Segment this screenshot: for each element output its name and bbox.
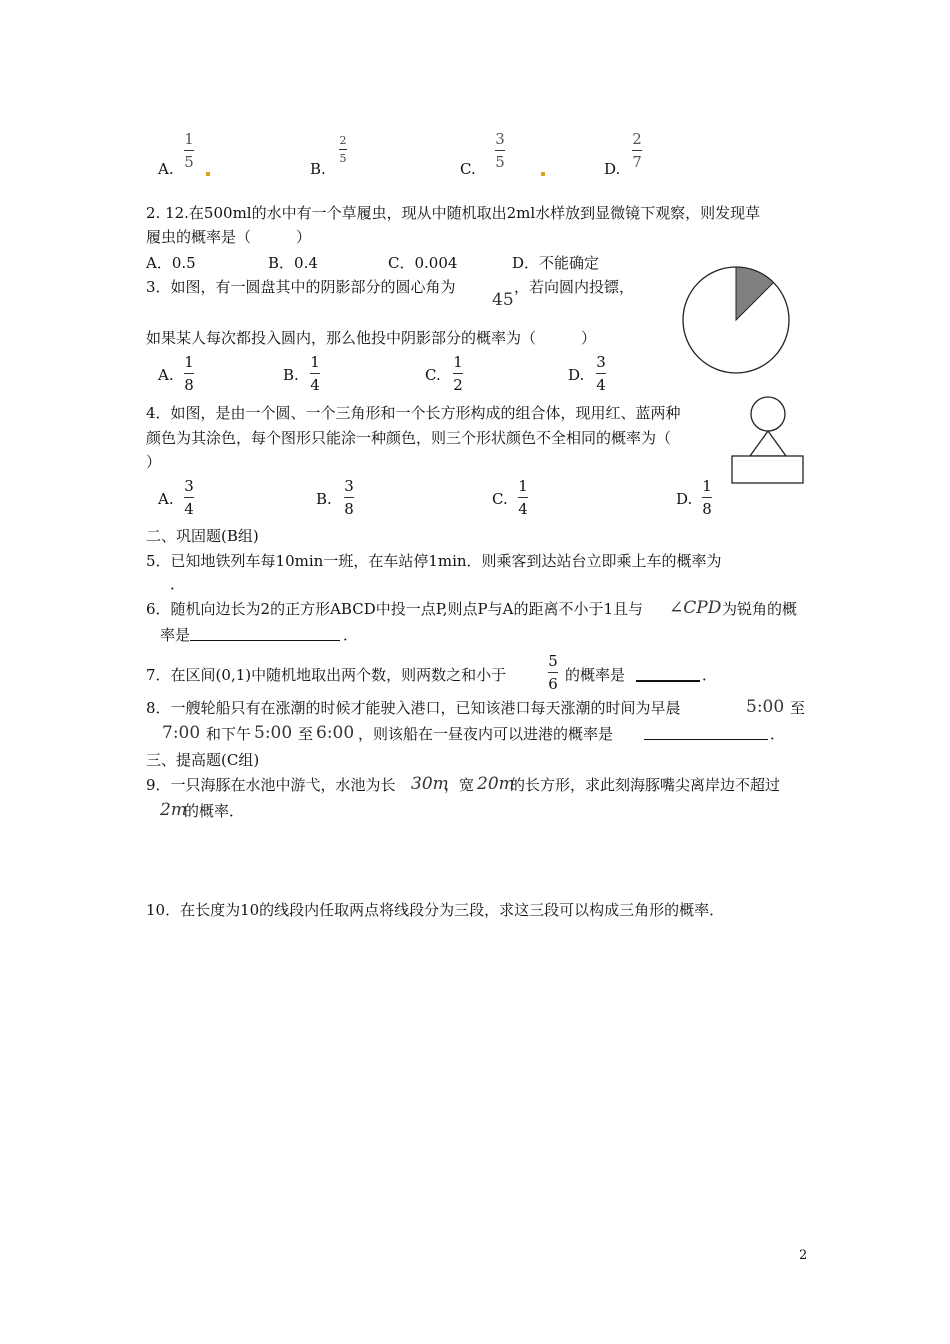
q6-line1-b: 为锐角的概 xyxy=(722,600,798,618)
q8-line2-c: ，则该船在一昼夜内可以进港的概率是 xyxy=(358,725,614,743)
q8-line1-b: 至 xyxy=(790,699,806,717)
q7-answer-blank xyxy=(636,680,700,682)
q8-time-4: 6:00 xyxy=(316,723,355,743)
q9-line1-a: 9．一只海豚在水池中游弋，水池为长 xyxy=(146,776,396,794)
q10-text: 10．在长度为10的线段内任取两点将线段分为三段，求这三段可以构成三角形的概率． xyxy=(146,901,725,919)
q3-option-d-label: D. xyxy=(568,366,585,384)
q8-time-1: 5:00 xyxy=(746,697,785,717)
q2-option-a: A．0.5 xyxy=(146,254,196,272)
q6-line2-b: ． xyxy=(343,626,359,644)
q1-option-a-fraction: 1 5 xyxy=(184,130,194,171)
q8-line2-d: ． xyxy=(770,725,786,743)
q9-line1-b: ，宽 xyxy=(444,776,475,794)
q3-option-b-fraction: 1 4 xyxy=(310,353,320,394)
orange-dot-mark xyxy=(541,172,545,176)
q8-time-2: 7:00 xyxy=(162,723,201,743)
q1-option-b-fraction: 2 5 xyxy=(339,134,347,165)
q7-text-a: 7．在区间(0,1)中随机地取出两个数，则两数之和小于 xyxy=(146,666,507,684)
q7-text-b: 的概率是 xyxy=(565,666,626,684)
q6-line1-a: 6．随机向边长为2的正方形ABCD中投一点P,则点P与A的距离不小于1且与 xyxy=(146,600,644,618)
q3-option-c-label: C. xyxy=(425,366,441,384)
q4-line3: ） xyxy=(146,453,162,471)
q4-option-b-fraction: 3 8 xyxy=(344,477,354,518)
section-c-heading: 三、提高题(C组) xyxy=(146,751,260,769)
q8-line1-a: 8．一艘轮船只有在涨潮的时候才能驶入港口，已知该港口每天涨潮的时间为早晨 xyxy=(146,699,681,717)
circle-triangle-rectangle-figure xyxy=(728,395,808,487)
page-number: 2 xyxy=(799,1248,808,1263)
q6-answer-blank xyxy=(190,640,340,641)
q1-option-d-fraction: 2 7 xyxy=(632,130,642,171)
q4-option-c-fraction: 1 4 xyxy=(518,477,528,518)
q3-line1-b: ，若向圆内投镖， xyxy=(514,278,635,296)
q8-time-3: 5:00 xyxy=(254,723,293,743)
q4-option-a-fraction: 3 4 xyxy=(184,477,194,518)
q2-line2: 履虫的概率是（ ） xyxy=(146,228,312,246)
q3-line2: 如果某人每次都投入圆内，那么他投中阴影部分的概率为（ ） xyxy=(146,329,597,347)
orange-dot-mark xyxy=(206,172,210,176)
q1-option-c-fraction: 3 5 xyxy=(495,130,505,171)
q9-line1-c: 的长方形，求此刻海豚嘴尖离岸边不超过 xyxy=(510,776,781,794)
q1-option-d-label: D. xyxy=(604,160,621,178)
q9-distance: 2m xyxy=(160,800,187,820)
q6-angle: ∠CPD xyxy=(669,598,722,618)
q3-option-a-label: A. xyxy=(158,366,174,384)
q9-line2: 的概率． xyxy=(184,802,245,820)
q3-line1-a: 3．如图，有一圆盘其中的阴影部分的圆心角为 xyxy=(146,278,456,296)
q2-option-d: D．不能确定 xyxy=(512,254,600,272)
q3-option-c-fraction: 1 2 xyxy=(453,353,463,394)
q5-line1: 5．已知地铁列车每10min一班，在车站停1min．则乘客到达站台立即乘上车的概率为 xyxy=(146,552,722,570)
q6-line2-a: 率是 xyxy=(160,626,191,644)
q1-option-c-label: C. xyxy=(460,160,476,178)
q3-option-b-label: B. xyxy=(283,366,299,384)
section-b-heading: 二、巩固题(B组) xyxy=(146,527,259,545)
q4-option-d-label: D. xyxy=(676,490,693,508)
q4-line2: 颜色为其涂色，每个图形只能涂一种颜色，则三个形状颜色不全相同的概率为（ xyxy=(146,429,672,447)
q5-line2: ． xyxy=(170,575,186,593)
q4-line1: 4．如图，是由一个圆、一个三角形和一个长方形构成的组合体，现用红、蓝两种 xyxy=(146,404,681,422)
q4-option-b-label: B. xyxy=(316,490,332,508)
q8-line2-b: 至 xyxy=(298,725,314,743)
q7-fraction: 5 6 xyxy=(548,652,558,693)
q7-text-c: ． xyxy=(702,666,718,684)
q2-option-c: C．0.004 xyxy=(388,254,458,272)
q1-option-a-label: A. xyxy=(158,160,174,178)
q4-option-d-fraction: 1 8 xyxy=(702,477,712,518)
q4-option-a-label: A. xyxy=(158,490,174,508)
q1-option-b-label: B. xyxy=(310,160,326,178)
q2-line1: 2. 12.在500ml的水中有一个草履虫，现从中随机取出2ml水样放到显微镜下观察，则发现草 xyxy=(146,204,761,222)
pie-disc-figure xyxy=(677,262,797,382)
q9-width: 20m xyxy=(477,774,515,794)
q3-option-d-fraction: 3 4 xyxy=(596,353,606,394)
q4-option-c-label: C. xyxy=(492,490,508,508)
q2-option-b: B．0.4 xyxy=(268,254,318,272)
q9-length: 30m xyxy=(411,774,449,794)
q8-line2-a: 和下午 xyxy=(206,725,252,743)
q8-answer-blank xyxy=(644,739,768,740)
q3-option-a-fraction: 1 8 xyxy=(184,353,194,394)
q3-angle: 45 xyxy=(492,290,514,310)
